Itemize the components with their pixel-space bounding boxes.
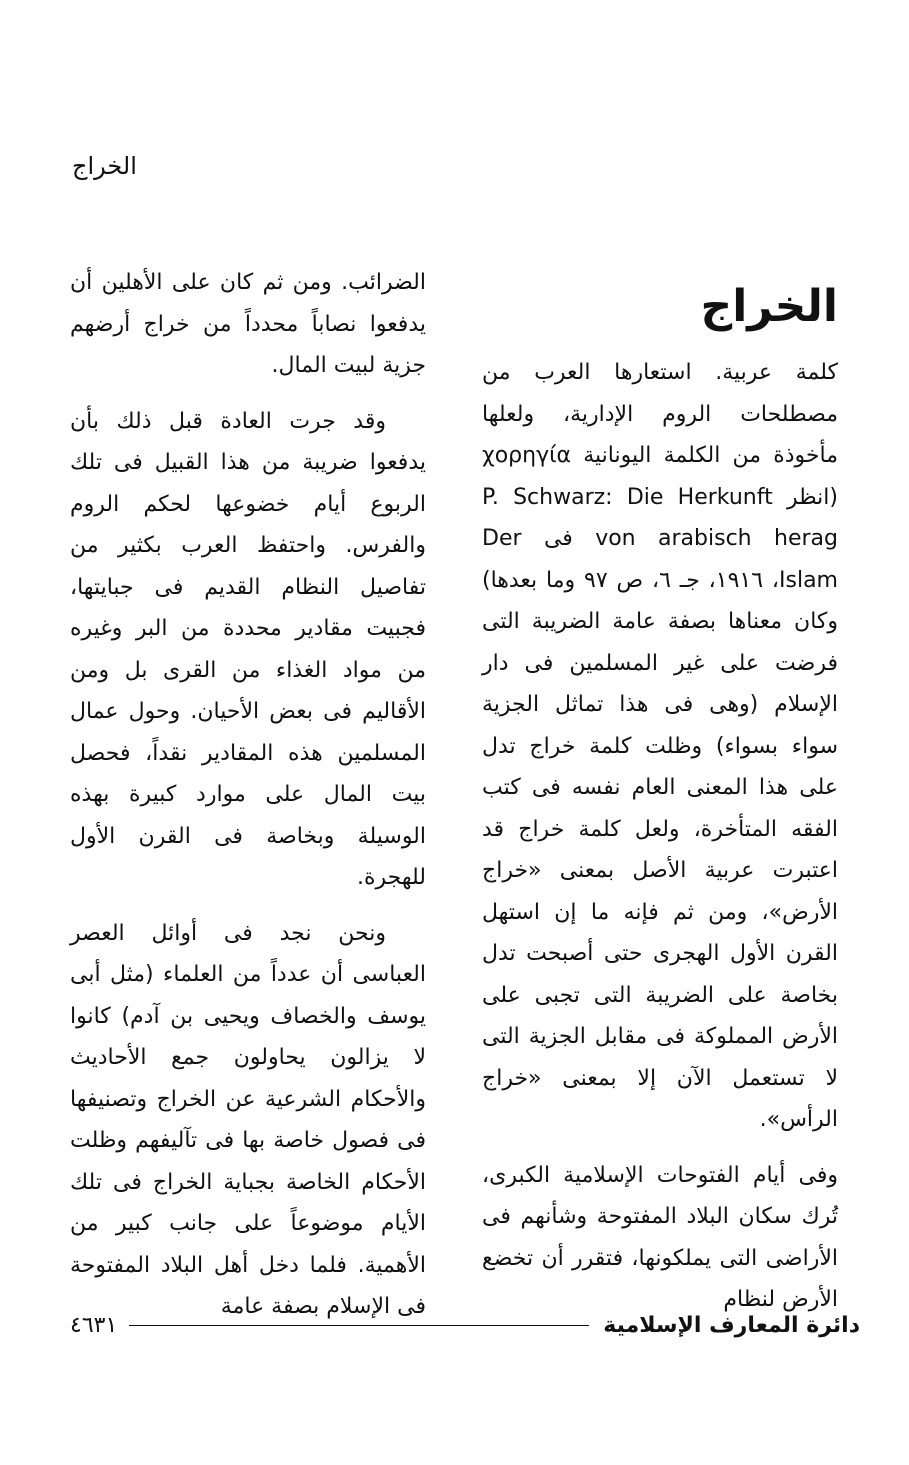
page-footer <box>70 1308 860 1342</box>
article-title: الخراج <box>700 281 838 332</box>
article-paragraph: ونحن نجد فى أوائل العصر العباسى أن عدداً من العلماء (مثل أبى يوسف والخصاف ويحيى بن آدم) كانوا لا يزالون يحاولون جمع الأحاديث والأحكام الشرعية عن الخراج وتصنيفها فى فصول خاصة بها فى تآليفهم وظلت الأحكام الخاصة بجباية الخراج فى تلك الأيام موضوعاً على جانب كبير من الأهمية. فلما دخل أهل البلاد المفتوحة فى الإسلام بصفة عامة <box>70 920 426 1319</box>
footer-rule <box>129 1325 589 1326</box>
article-paragraph: الضرائب. ومن ثم كان على الأهلين أن يدفعوا نصاباً محدداً من خراج أرضهم جزية لبيت المال. <box>70 270 426 378</box>
right-column <box>482 262 838 1321</box>
article-paragraph: وفى أيام الفتوحات الإسلامية الكبرى، تُرك سكان البلاد المفتوحة وشأنهم فى الأراضى التى يملكونها، فتقرر أن تخضع الأرض لنظام <box>482 1162 838 1312</box>
page-number: ٤٦٣١ <box>70 1312 118 1338</box>
article-paragraph: كلمة عربية. استعارها العرب من مصطلحات الروم الإدارية، ولعلها مأخوذة من الكلمة اليونانية χορηγία (انظر P. Schwarz: Die Herkunft von arabisch herag فى Der Islam، ١٩١٦، جـ ٦، ص ٩٧ وما بعدها) وكان معناها بصفة عامة الضريبة التى فرضت على غير المسلمين فى دار الإسلام (وهى فى هذا تماثل الجزية سواء بسواء) وظلت كلمة خراج تدل على هذا المعنى العام نفسه فى كتب الفقه المتأخرة، ولعل كلمة خراج قد اعتبرت عربية الأصل بمعنى «خراج الأرض»، ومن ثم فإنه ما إن استهل القرن الأول الهجرى حتى أصبحت تدل بخاصة على الضريبة التى تجبى على الأرض المملوكة فى مقابل الجزية التى لا تستعمل الآن إلا بمعنى «خراج الرأس». <box>482 360 838 1132</box>
article-paragraph: وقد جرت العادة قبل ذلك بأن يدفعوا ضريبة من هذا القبيل فى تلك الربوع أيام خضوعها لحكم الروم والفرس. واحتفظ العرب بكثير من تفاصيل النظام القديم فى جبايتها، فجبيت مقادير محددة من البر وغيره من مواد الغذاء من القرى بل ومن الأقاليم فى بعض الأحيان. وحول عمال المسلمين هذه المقادير نقداً، فحصل بيت المال على موارد كبيرة بهذه الوسيلة وبخاصة فى القرن الأول للهجرة. <box>70 408 426 890</box>
running-header: الخراج <box>72 152 137 180</box>
publication-title: دائرة المعارف الإسلامية <box>603 1312 860 1338</box>
left-column <box>70 262 426 1328</box>
